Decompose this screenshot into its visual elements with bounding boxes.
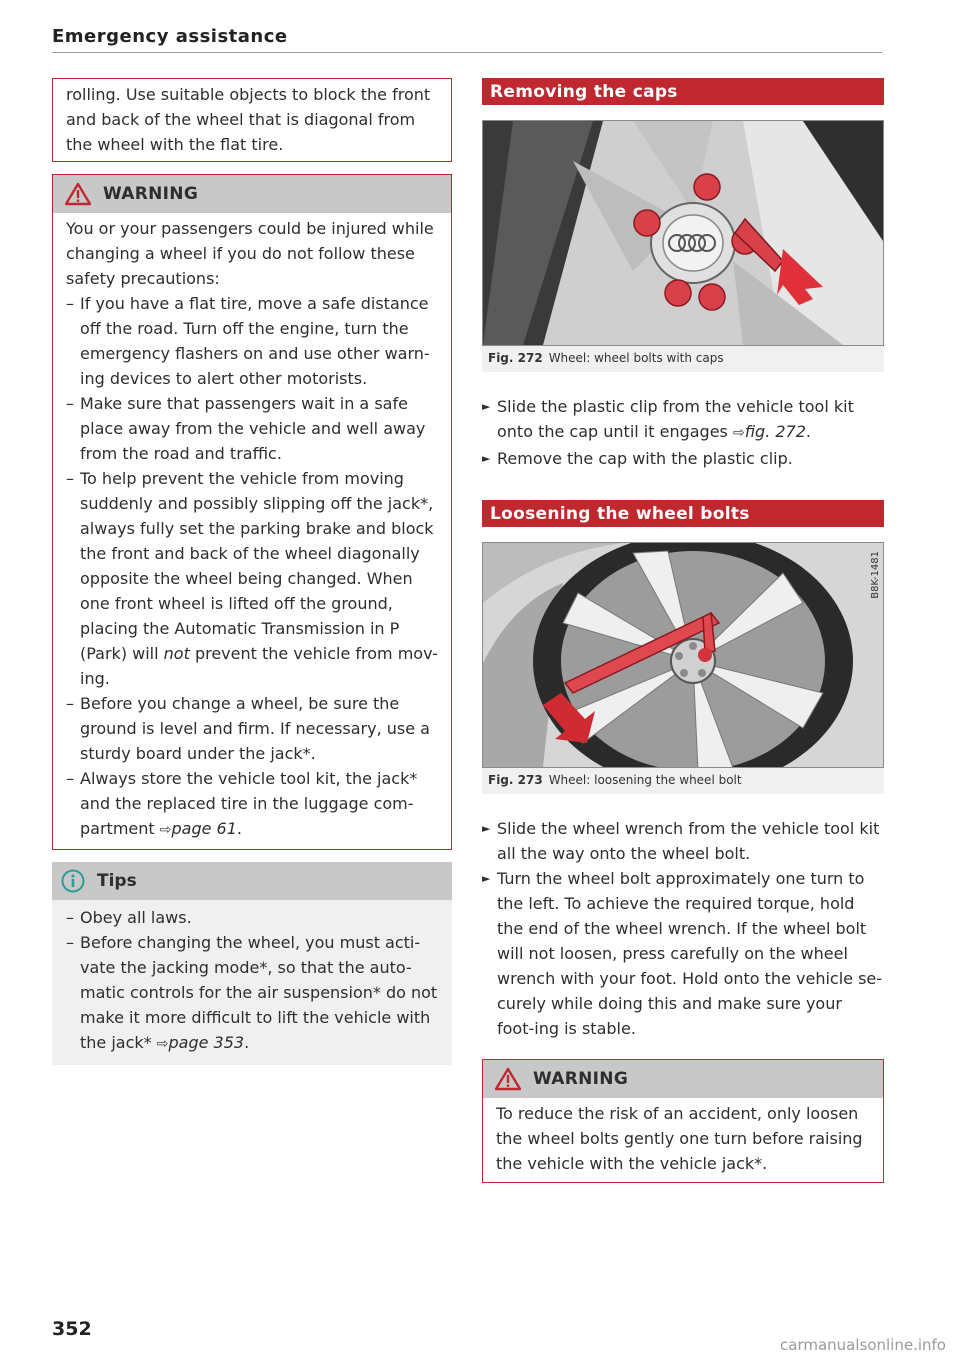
figure-caption [482, 768, 884, 794]
warning-box [52, 174, 452, 850]
list-item: ► Slide the wheel wrench from the vehicle tool kit all the way onto the wheel bolt. [482, 816, 884, 866]
warning-list [66, 291, 439, 843]
watermark-text: carmanualsonline.info [780, 1336, 946, 1354]
steps-removing-caps [482, 394, 884, 471]
warning-intro: You or your passengers could be injured while changing a wheel if you do not follow these safety precautions: [66, 219, 434, 288]
steps-loosening-bolts [482, 816, 884, 1041]
figure-caption-text: Wheel: wheel bolts with caps [548, 351, 724, 365]
list-item [66, 930, 440, 1057]
list-item [482, 394, 884, 446]
figure-label: Fig. 272 [488, 351, 543, 365]
arrow-reference-icon: ⇨ [159, 822, 172, 838]
figure-code: B8K-1481 [870, 551, 881, 599]
tips-list [66, 905, 440, 1057]
warning-header [53, 175, 451, 213]
figure-caption-text: Wheel: loosening the wheel bolt [548, 773, 742, 787]
step-list [482, 394, 884, 471]
emphasis-text: not [163, 644, 190, 663]
list-item-text: Always store the vehicle tool kit, the jack* and the replaced tire in the luggage com-partment [80, 769, 418, 838]
arrow-reference-icon: ⇨ [156, 1036, 169, 1052]
list-item: ► Remove the cap with the plastic clip. [482, 446, 884, 471]
figure-code: B4L-1337 [870, 129, 881, 177]
warning-triangle-icon [65, 182, 91, 206]
page-reference-link[interactable]: page 353 [168, 1033, 245, 1052]
punctuation: . [244, 1033, 250, 1052]
section-title-loosening-bolts: Loosening the wheel bolts [482, 500, 884, 527]
arrow-reference-icon: ⇨ [732, 425, 745, 441]
wheel-bolts-caps-drawing [483, 121, 883, 345]
figure-273 [482, 542, 884, 794]
header-divider [52, 52, 882, 53]
figure-caption [482, 346, 884, 372]
warning-body [53, 213, 451, 849]
list-item: – Before you change a wheel, be sure the ground is level and firm. If necessary, use a sturdy board under the jack*. [66, 691, 439, 766]
warning-header [483, 1060, 883, 1098]
list-item [66, 466, 439, 691]
punctuation: . [805, 422, 811, 441]
figure-reference-link[interactable]: fig. 272 [744, 422, 806, 441]
wheel-wrench-drawing [483, 543, 883, 767]
section-title-removing-caps: Removing the caps [482, 78, 884, 105]
page-reference-link[interactable]: page 61 [171, 819, 237, 838]
tips-header [52, 862, 452, 900]
warning-body: To reduce the risk of an accident, only loosen the wheel bolts gently one turn before raising the vehicle with the vehicle jack*. [496, 1104, 863, 1173]
list-item-text: Slide the plastic clip from the vehicle tool kit onto the cap until it engages [497, 397, 854, 441]
warning-box [482, 1059, 884, 1183]
figure-272 [482, 120, 884, 372]
list-item-text: Before changing the wheel, you must acti-vate the jacking mode*, so that the auto-matic controls for the air suspension* do not make it more difficult to lift the vehicle with the jack* [80, 933, 438, 1052]
tips-title: Tips [97, 871, 137, 891]
list-item: ► Turn the wheel bolt approximately one turn to the left. To achieve the required torque, hold the end of the wheel wrench. If the wheel bolt will not loosen, press carefully on the wheel wrench with your foot. Hold onto the vehicle se-curely while doing this and make sure your foot-ing is stable. [482, 866, 884, 1041]
step-list [482, 816, 884, 1041]
wheel-wrench-illustration [482, 542, 884, 768]
section-header-title: Emergency assistance [52, 26, 288, 47]
list-item: – If you have a flat tire, move a safe distance off the road. Turn off the engine, turn the emergency flashers on and use other warn-ing devices to alert other motorists. [66, 291, 439, 391]
wheel-caps-illustration [482, 120, 884, 346]
right-column [482, 78, 884, 1183]
tips-body [52, 900, 452, 1065]
info-circle-icon [61, 869, 85, 893]
continued-text: rolling. Use suitable objects to block the front and back of the wheel that is diagonal from the wheel with the flat tire. [66, 85, 431, 154]
warning-title: WARNING [533, 1069, 629, 1089]
list-item: – Make sure that passengers wait in a safe place away from the vehicle and well away from the road and traffic. [66, 391, 439, 466]
list-item: – Obey all laws. [66, 905, 440, 930]
tips-box [52, 862, 452, 1065]
left-column [52, 78, 452, 1065]
page-number: 352 [52, 1318, 92, 1340]
figure-label: Fig. 273 [488, 773, 543, 787]
warning-triangle-icon [495, 1067, 521, 1091]
warning-title: WARNING [103, 184, 199, 204]
continued-warning-box [52, 78, 452, 162]
list-item [66, 766, 439, 843]
punctuation: . [236, 819, 242, 838]
list-item-text: To help prevent the vehicle from moving suddenly and possibly slipping off the jack*, always fully set the parking brake and block the front and back of the wheel diagonally opposite the wheel being changed. When one front wheel is lifted off the ground, placing the Automatic Transmission in P (Park) will [80, 469, 434, 663]
list-item-text: prevent the vehicle from mov-ing. [80, 644, 438, 688]
